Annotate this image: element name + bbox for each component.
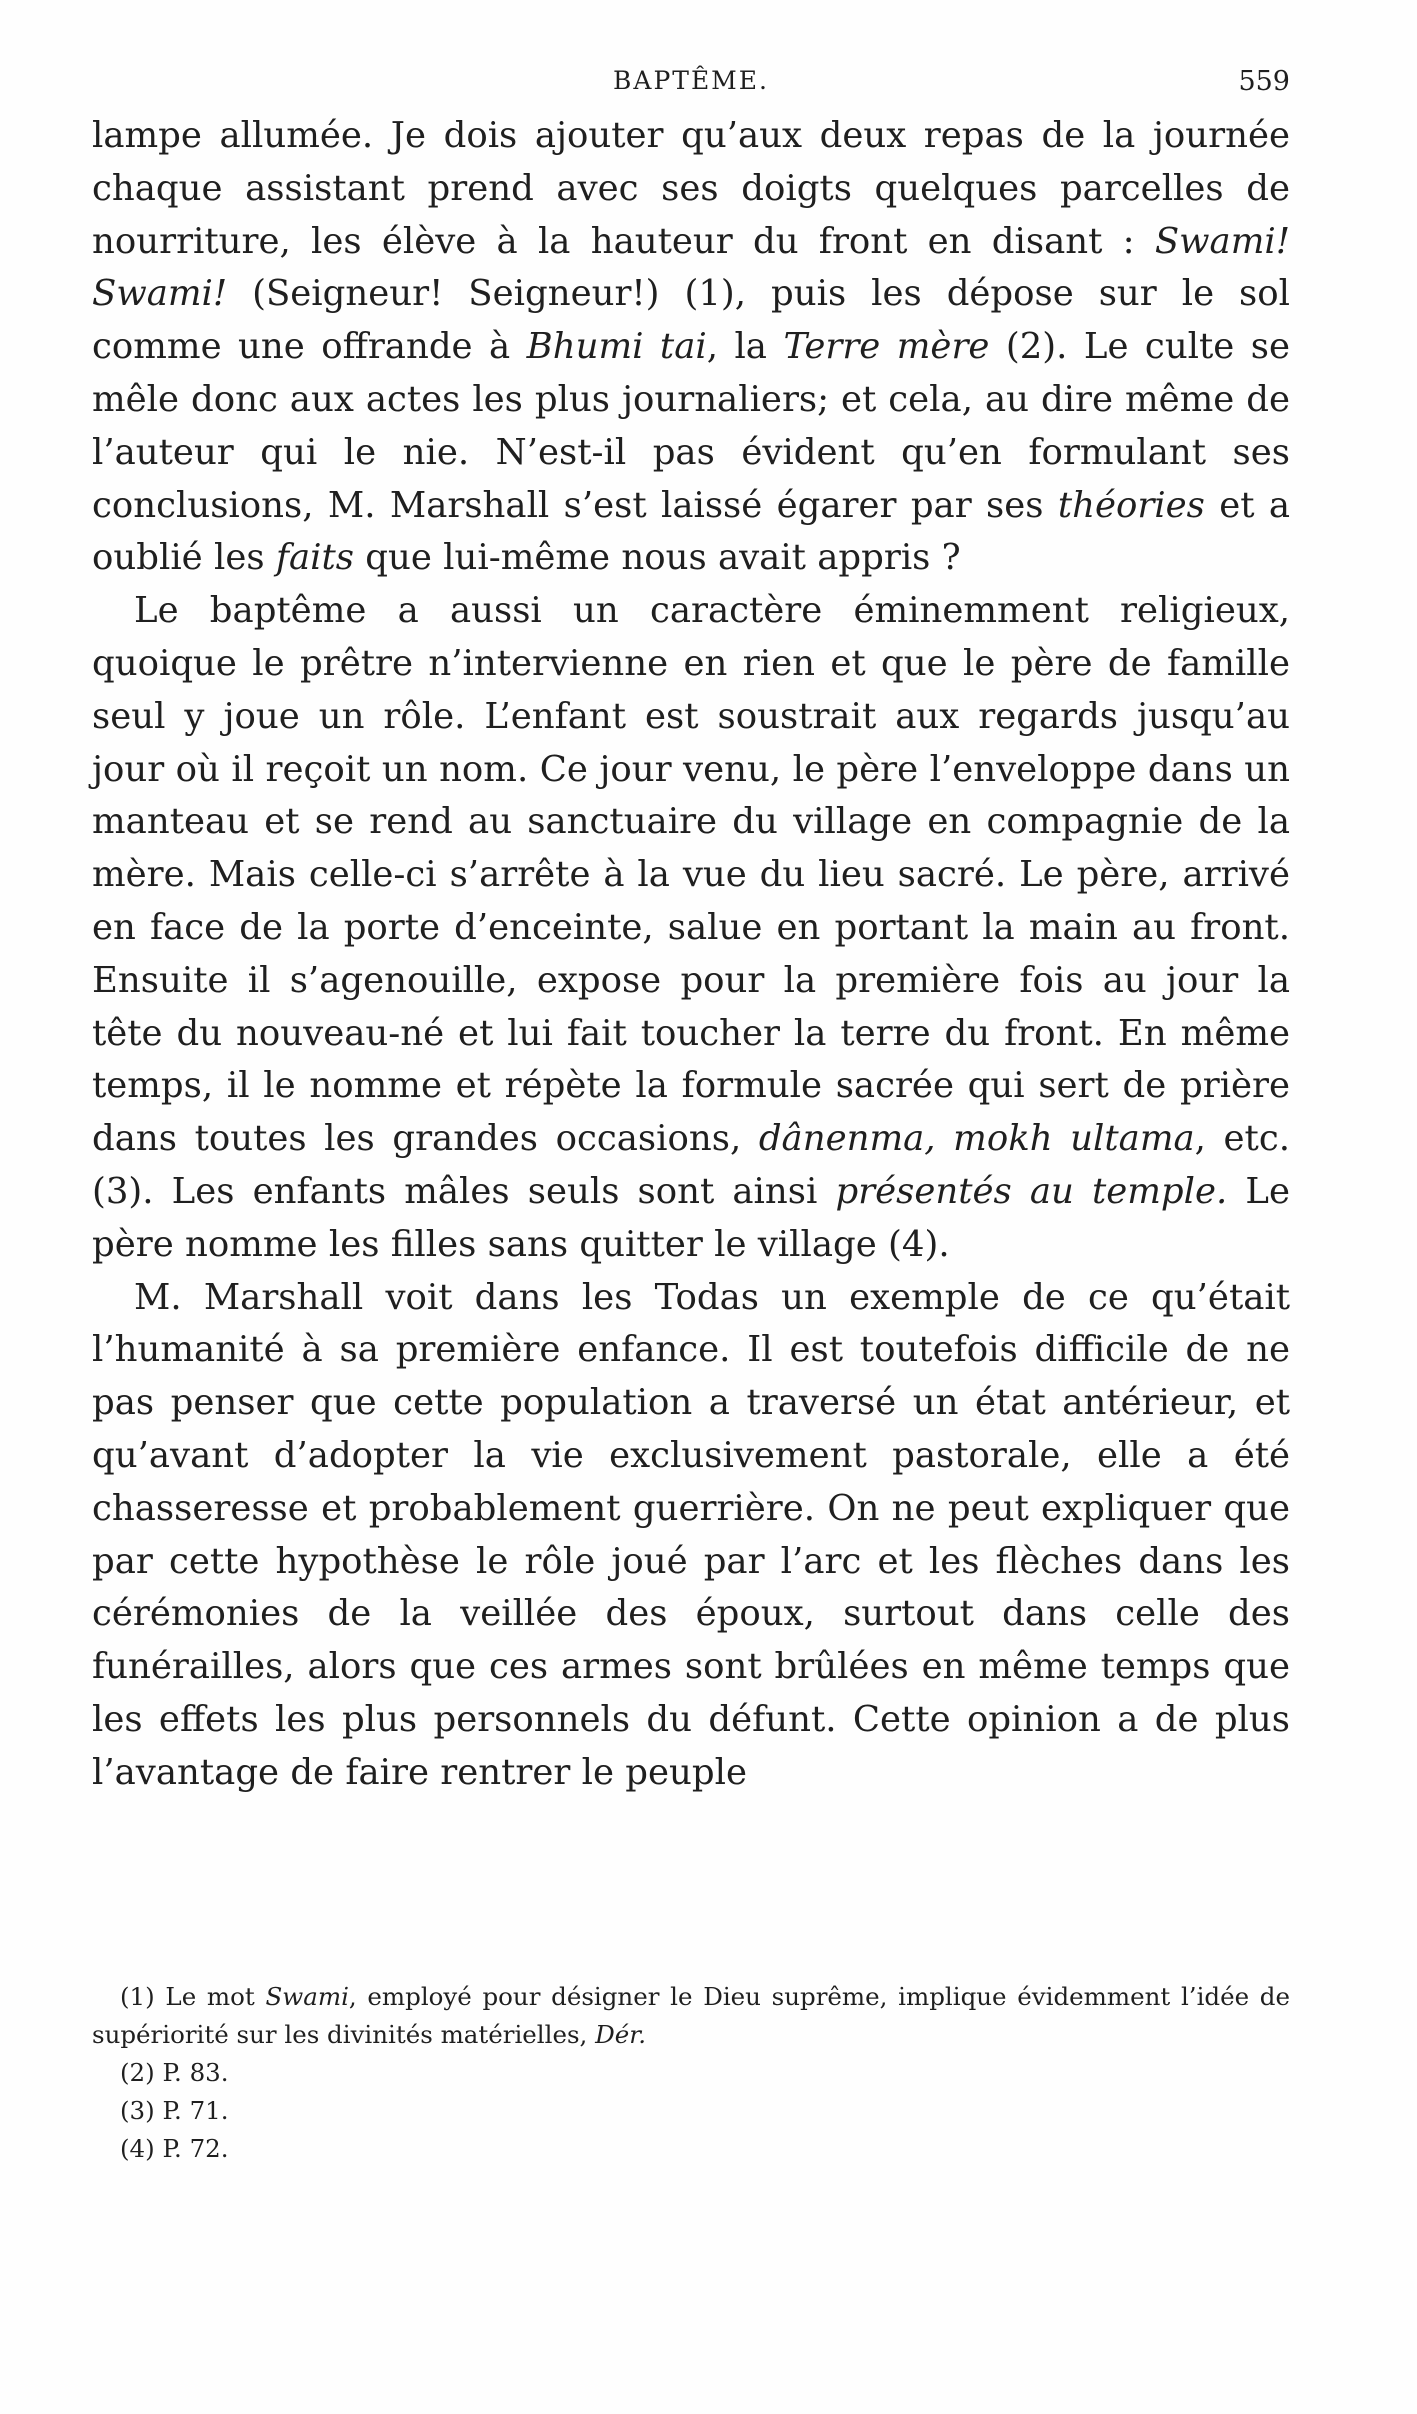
footnotes [92, 1978, 1290, 2168]
text-run: , etc. (3). Les enfants mâles seuls sont ainsi [92, 1118, 1290, 1212]
page-number: 559 [1238, 66, 1290, 97]
italic-run: présentés au temple. [835, 1170, 1228, 1212]
text-run: et a oublié les [92, 484, 1290, 579]
text-run: Le père nomme les filles sans quitter le village (4). [92, 1170, 1290, 1265]
text-run: que lui-même nous avait appris ? [353, 537, 961, 579]
italic-run: théories [1057, 484, 1205, 526]
text-run: (1) Le mot [120, 1982, 266, 2011]
paragraph-1 [92, 110, 1290, 585]
italic-run: dânenma, mokh ultama [758, 1118, 1195, 1160]
text-run: (2). Le culte se mêle donc aux actes les plus journaliers; et cela, au dire même de l’auteur qui le nie. N’est-il pas évident qu’en formulant ses conclusions, M. Marshall s’est laissé égarer par ses [92, 326, 1290, 526]
footnote-2: (2) P. 83. [120, 2058, 229, 2087]
text-run: lampe allumée. Je dois ajouter qu’aux deux repas de la journée chaque assistant prend avec ses doigts quelques parcelles de nourriture, les élève à la hauteur du front en disant : [92, 115, 1290, 262]
italic-run: faits [275, 537, 354, 579]
italic-run: Swami! Swami! [92, 220, 1290, 315]
body-text [92, 110, 1290, 1800]
paragraph-2 [92, 585, 1290, 1271]
footnote-1 [92, 1978, 1290, 2054]
italic-run: Dér. [595, 2020, 647, 2049]
running-header [92, 66, 1290, 106]
italic-run: Bhumi tai [526, 326, 707, 368]
running-title: BAPTÊME. [613, 66, 769, 95]
footnote-3: (3) P. 71. [120, 2096, 229, 2125]
text-run: Le baptême a aussi un caractère éminemment religieux, quoique le prêtre n’intervienne en rien et que le père de famille seul y joue un rôle. L’enfant est soustrait aux regards jusqu’au jour où il reçoit un nom. Ce jour venu, le père l’enveloppe dans un manteau et se rend au sanctuaire du village en compagnie de la mère. Mais celle-ci s’arrête à la vue du lieu sacré. Le père, arrivé en face de la porte d’enceinte, salue en portant la main au front. Ensuite il s’agenouille, expose pour la première fois au jour la tête du nouveau-né et lui fait toucher la terre du front. En même temps, il le nomme et répète la formule sacrée qui sert de prière dans toutes les grandes occasions, [92, 590, 1290, 1160]
paragraph-3: M. Marshall voit dans les Todas un exemple de ce qu’était l’humanité à sa première enfance. Il est toutefois difficile de ne pas penser que cette population a traversé un état antérieur, et qu’avant d’adopter la vie exclusivement pastorale, elle a été chasseresse et probablement guerrière. On ne peut expliquer que par cette hypothèse le rôle joué par l’arc et les flèches dans les cérémonies de la veillée des époux, surtout dans celle des funérailles, alors que ces armes sont brûlées en même temps que les effets les plus personnels du défunt. Cette opinion a de plus l’avantage de faire rentrer le peuple [92, 1276, 1290, 1793]
text-run: (Seigneur! Seigneur!) (1), puis les dépose sur le sol comme une offrande à [92, 273, 1290, 368]
italic-run: Terre mère [783, 326, 990, 368]
text-run: , la [706, 326, 784, 368]
text-run: , employé pour désigner le Dieu suprême, implique évidemment l’idée de supériorité sur les divinités matérielles, [92, 1982, 1290, 2049]
italic-run: Swami [265, 1982, 349, 2011]
footnote-4: (4) P. 72. [120, 2134, 229, 2163]
